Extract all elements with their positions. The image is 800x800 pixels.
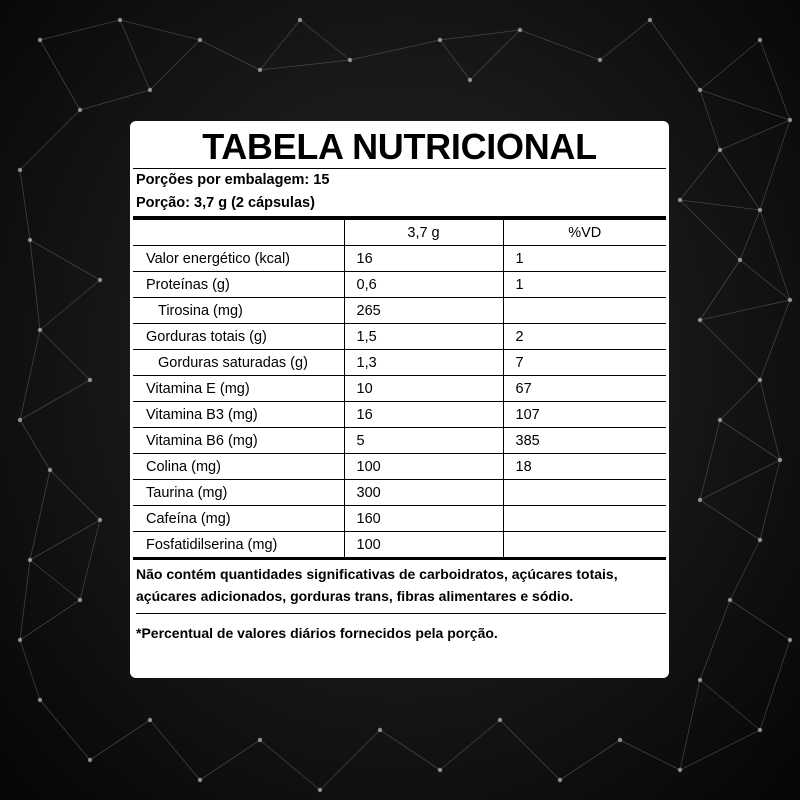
network-line — [40, 40, 80, 110]
network-line — [20, 640, 40, 700]
table-row — [133, 532, 666, 558]
nutrient-vd: 107 — [503, 402, 666, 428]
network-node — [778, 458, 782, 462]
network-node — [298, 18, 302, 22]
network-node — [18, 418, 22, 422]
network-node — [758, 208, 762, 212]
network-line — [620, 740, 680, 770]
network-line — [700, 260, 740, 320]
network-line — [200, 40, 260, 70]
network-node — [88, 378, 92, 382]
network-line — [20, 110, 80, 170]
network-line — [680, 680, 700, 770]
network-node — [698, 88, 702, 92]
network-line — [80, 90, 150, 110]
network-line — [680, 150, 720, 200]
network-line — [40, 20, 120, 40]
network-node — [18, 638, 22, 642]
network-node — [648, 18, 652, 22]
nutrient-amount: 16 — [344, 402, 503, 428]
nutrient-amount: 100 — [344, 454, 503, 480]
table-row — [133, 272, 666, 298]
nutrient-name: Vitamina B6 (mg) — [133, 428, 344, 454]
network-node — [788, 638, 792, 642]
network-node — [728, 598, 732, 602]
network-node — [98, 518, 102, 522]
network-line — [760, 120, 790, 210]
network-line — [350, 40, 440, 60]
network-node — [618, 738, 622, 742]
network-line — [150, 720, 200, 780]
table-row — [133, 376, 666, 402]
network-node — [38, 328, 42, 332]
network-node — [38, 38, 42, 42]
network-node — [718, 418, 722, 422]
network-line — [680, 200, 760, 210]
network-node — [738, 258, 742, 262]
footnotes — [133, 560, 666, 644]
network-node — [698, 498, 702, 502]
nutrient-vd: 67 — [503, 376, 666, 402]
network-node — [38, 698, 42, 702]
nutrient-name: Gorduras totais (g) — [133, 324, 344, 350]
nutrient-vd — [503, 532, 666, 558]
network-line — [700, 90, 720, 150]
network-line — [700, 460, 780, 500]
nutrient-amount: 100 — [344, 532, 503, 558]
network-node — [118, 18, 122, 22]
network-line — [700, 40, 760, 90]
network-line — [20, 330, 40, 420]
network-node — [348, 58, 352, 62]
table-row — [133, 298, 666, 324]
network-line — [20, 380, 90, 420]
network-line — [760, 210, 790, 300]
nutrient-name: Taurina (mg) — [133, 480, 344, 506]
network-line — [520, 30, 600, 60]
nutrient-vd: 1 — [503, 246, 666, 272]
table-row — [133, 402, 666, 428]
nutrient-amount: 0,6 — [344, 272, 503, 298]
network-node — [698, 678, 702, 682]
network-line — [20, 420, 50, 470]
nutrient-name: Colina (mg) — [133, 454, 344, 480]
network-line — [730, 600, 790, 640]
network-node — [468, 78, 472, 82]
network-line — [300, 20, 350, 60]
network-line — [700, 90, 790, 120]
table-body — [133, 246, 666, 558]
network-line — [20, 170, 30, 240]
network-node — [28, 238, 32, 242]
network-node — [78, 108, 82, 112]
network-line — [680, 730, 760, 770]
network-line — [720, 150, 760, 210]
network-line — [760, 460, 780, 540]
network-line — [720, 380, 760, 420]
serving-size: Porção: 3,7 g (2 cápsulas) — [136, 195, 315, 211]
network-line — [440, 720, 500, 770]
header-nutrient — [133, 220, 344, 246]
table-row — [133, 506, 666, 532]
network-node — [758, 378, 762, 382]
network-line — [30, 240, 100, 280]
network-line — [760, 640, 790, 730]
network-node — [678, 198, 682, 202]
network-line — [700, 320, 760, 380]
table-row — [133, 246, 666, 272]
nutrient-vd — [503, 506, 666, 532]
network-line — [260, 20, 300, 70]
table-row — [133, 428, 666, 454]
network-line — [700, 300, 790, 320]
network-node — [28, 558, 32, 562]
nutrient-amount: 16 — [344, 246, 503, 272]
network-line — [30, 240, 40, 330]
nutrient-name: Cafeína (mg) — [133, 506, 344, 532]
network-node — [598, 58, 602, 62]
network-node — [498, 718, 502, 722]
nutrient-vd: 1 — [503, 272, 666, 298]
nutrient-vd: 385 — [503, 428, 666, 454]
nutrient-name: Valor energético (kcal) — [133, 246, 344, 272]
nutrient-vd: 7 — [503, 350, 666, 376]
network-line — [440, 30, 520, 40]
network-line — [20, 560, 30, 640]
network-node — [438, 768, 442, 772]
network-node — [718, 148, 722, 152]
nutrition-table — [133, 220, 666, 557]
network-line — [40, 280, 100, 330]
network-line — [50, 470, 100, 520]
network-node — [318, 788, 322, 792]
nutrient-amount: 5 — [344, 428, 503, 454]
nutrition-facts-card — [130, 121, 669, 678]
nutrient-vd — [503, 298, 666, 324]
network-line — [560, 740, 620, 780]
nutrient-vd: 2 — [503, 324, 666, 350]
network-line — [730, 540, 760, 600]
network-node — [758, 728, 762, 732]
network-node — [518, 28, 522, 32]
network-line — [700, 680, 760, 730]
network-line — [680, 200, 740, 260]
network-node — [148, 88, 152, 92]
network-node — [678, 768, 682, 772]
network-line — [120, 20, 150, 90]
header-vd: %VD — [503, 220, 666, 246]
network-line — [40, 700, 90, 760]
network-node — [198, 38, 202, 42]
nutrient-name: Vitamina E (mg) — [133, 376, 344, 402]
network-node — [558, 778, 562, 782]
network-node — [378, 728, 382, 732]
network-line — [720, 420, 780, 460]
network-line — [380, 730, 440, 770]
nutrient-name: Gorduras saturadas (g) — [133, 350, 344, 376]
network-line — [20, 600, 80, 640]
network-line — [200, 740, 260, 780]
network-node — [698, 318, 702, 322]
nutrient-amount: 265 — [344, 298, 503, 324]
nutrient-name: Proteínas (g) — [133, 272, 344, 298]
network-line — [150, 40, 200, 90]
servings-per-package: Porções por embalagem: 15 — [136, 172, 330, 188]
network-line — [470, 30, 520, 80]
network-line — [440, 40, 470, 80]
table-row — [133, 350, 666, 376]
network-line — [30, 520, 100, 560]
network-node — [758, 38, 762, 42]
nutrient-amount: 1,5 — [344, 324, 503, 350]
network-line — [320, 730, 380, 790]
table-row — [133, 454, 666, 480]
nutrient-vd — [503, 480, 666, 506]
nutrient-amount: 300 — [344, 480, 503, 506]
servings-info — [133, 169, 666, 215]
label-title: TABELA NUTRICIONAL — [202, 126, 597, 167]
nutrient-amount: 1,3 — [344, 350, 503, 376]
network-node — [758, 538, 762, 542]
network-node — [198, 778, 202, 782]
network-line — [760, 380, 780, 460]
table-header-row — [133, 220, 666, 246]
network-node — [258, 68, 262, 72]
nutrient-name: Fosfatidilserina (mg) — [133, 532, 344, 558]
nutrient-name: Vitamina B3 (mg) — [133, 402, 344, 428]
network-node — [258, 738, 262, 742]
network-line — [600, 20, 650, 60]
nutrient-name: Tirosina (mg) — [133, 298, 344, 324]
network-line — [30, 560, 80, 600]
footnote-vd: *Percentual de valores diários fornecidos pela porção. — [136, 625, 498, 641]
network-node — [788, 118, 792, 122]
network-line — [260, 740, 320, 790]
nutrient-amount: 10 — [344, 376, 503, 402]
network-node — [788, 298, 792, 302]
network-line — [700, 420, 720, 500]
footnote-line-1: Não contém quantidades significativas de carboidratos, açúcares totais, — [136, 566, 618, 582]
network-line — [740, 260, 790, 300]
table-row — [133, 324, 666, 350]
network-node — [78, 598, 82, 602]
network-node — [148, 718, 152, 722]
network-node — [438, 38, 442, 42]
nutrient-vd: 18 — [503, 454, 666, 480]
table-row — [133, 480, 666, 506]
network-line — [760, 40, 790, 120]
network-node — [88, 758, 92, 762]
network-node — [48, 468, 52, 472]
network-line — [760, 300, 790, 380]
network-line — [740, 210, 760, 260]
network-line — [700, 600, 730, 680]
header-amount: 3,7 g — [344, 220, 503, 246]
network-line — [80, 520, 100, 600]
network-line — [30, 470, 50, 560]
network-line — [40, 330, 90, 380]
network-node — [18, 168, 22, 172]
nutrient-amount: 160 — [344, 506, 503, 532]
footnote-line-2: açúcares adicionados, gorduras trans, fibras alimentares e sódio. — [136, 588, 574, 604]
network-line — [700, 500, 760, 540]
network-node — [98, 278, 102, 282]
network-line — [500, 720, 560, 780]
network-line — [650, 20, 700, 90]
network-line — [90, 720, 150, 760]
network-line — [120, 20, 200, 40]
network-line — [720, 120, 790, 150]
network-line — [260, 60, 350, 70]
footnote-not-significant — [136, 560, 666, 607]
